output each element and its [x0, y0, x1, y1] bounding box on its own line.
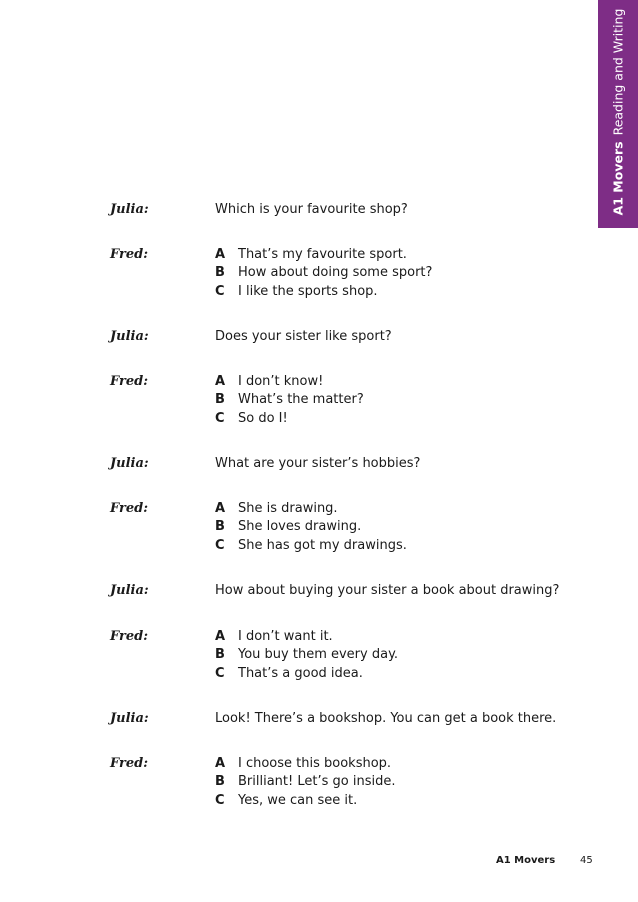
- option-c: [215, 793, 357, 808]
- option-letter: B: [215, 392, 225, 407]
- option-text: I don’t want it.: [238, 629, 333, 644]
- speaker-name: Julia:: [110, 456, 149, 471]
- option-letter: C: [215, 538, 225, 553]
- section-tab-label: [611, 9, 626, 216]
- option-c: [215, 666, 363, 681]
- speaker-name: Julia:: [110, 583, 149, 598]
- speaker-name: Fred:: [110, 629, 149, 644]
- option-text: That’s a good idea.: [238, 666, 363, 681]
- option-letter: A: [215, 374, 226, 389]
- option-b: [215, 647, 398, 662]
- option-a: [215, 374, 323, 389]
- option-c: [215, 284, 378, 299]
- speaker-name: Julia:: [110, 202, 149, 217]
- option-letter: B: [215, 647, 225, 662]
- speaker-name: Julia:: [110, 711, 149, 726]
- option-letter: B: [215, 265, 225, 280]
- option-text: She is drawing.: [238, 501, 338, 516]
- option-text: I don’t know!: [238, 374, 324, 389]
- option-text: I choose this bookshop.: [238, 756, 392, 771]
- option-text: So do I!: [238, 411, 288, 426]
- speaker-name: Fred:: [110, 756, 149, 771]
- option-letter: C: [215, 666, 225, 681]
- page-number: 45: [580, 855, 593, 866]
- section-tab-paper: Reading and Writing: [610, 8, 626, 136]
- option-text: You buy them every day.: [238, 647, 399, 662]
- speaker-name: Fred:: [110, 247, 149, 262]
- option-a: [215, 756, 391, 771]
- option-text: She has got my drawings.: [238, 538, 407, 553]
- option-letter: C: [215, 411, 225, 426]
- julia-line: What are your sister’s hobbies?: [215, 456, 421, 471]
- speaker-name: Julia:: [110, 329, 149, 344]
- option-b: [215, 392, 364, 407]
- julia-line: How about buying your sister a book about drawing?: [215, 583, 560, 598]
- option-letter: C: [215, 284, 225, 299]
- option-letter: B: [215, 519, 225, 534]
- section-tab-level: A1 Movers: [610, 141, 626, 216]
- option-b: [215, 774, 395, 789]
- option-letter: A: [215, 629, 226, 644]
- option-a: [215, 629, 333, 644]
- footer-exam-label: A1 Movers: [496, 855, 556, 866]
- option-b: [215, 265, 432, 280]
- option-c: [215, 538, 407, 553]
- option-text: Brilliant! Let’s go inside.: [238, 774, 396, 789]
- option-text: What’s the matter?: [238, 392, 364, 407]
- option-b: [215, 519, 361, 534]
- option-text: How about doing some sport?: [238, 265, 433, 280]
- julia-line: Look! There’s a bookshop. You can get a book there.: [215, 711, 557, 726]
- option-letter: A: [215, 247, 226, 262]
- speaker-name: Fred:: [110, 374, 149, 389]
- speaker-name: Fred:: [110, 501, 149, 516]
- option-letter: B: [215, 774, 225, 789]
- option-text: She loves drawing.: [238, 519, 362, 534]
- option-a: [215, 501, 338, 516]
- option-text: That’s my favourite sport.: [238, 247, 407, 262]
- option-c: [215, 411, 288, 426]
- julia-line: Does your sister like sport?: [215, 329, 392, 344]
- option-letter: A: [215, 501, 226, 516]
- option-text: Yes, we can see it.: [238, 793, 358, 808]
- section-tab: [598, 0, 638, 228]
- option-text: I like the sports shop.: [238, 284, 378, 299]
- option-letter: A: [215, 756, 226, 771]
- julia-line: Which is your favourite shop?: [215, 202, 408, 217]
- option-letter: C: [215, 793, 225, 808]
- option-a: [215, 247, 407, 262]
